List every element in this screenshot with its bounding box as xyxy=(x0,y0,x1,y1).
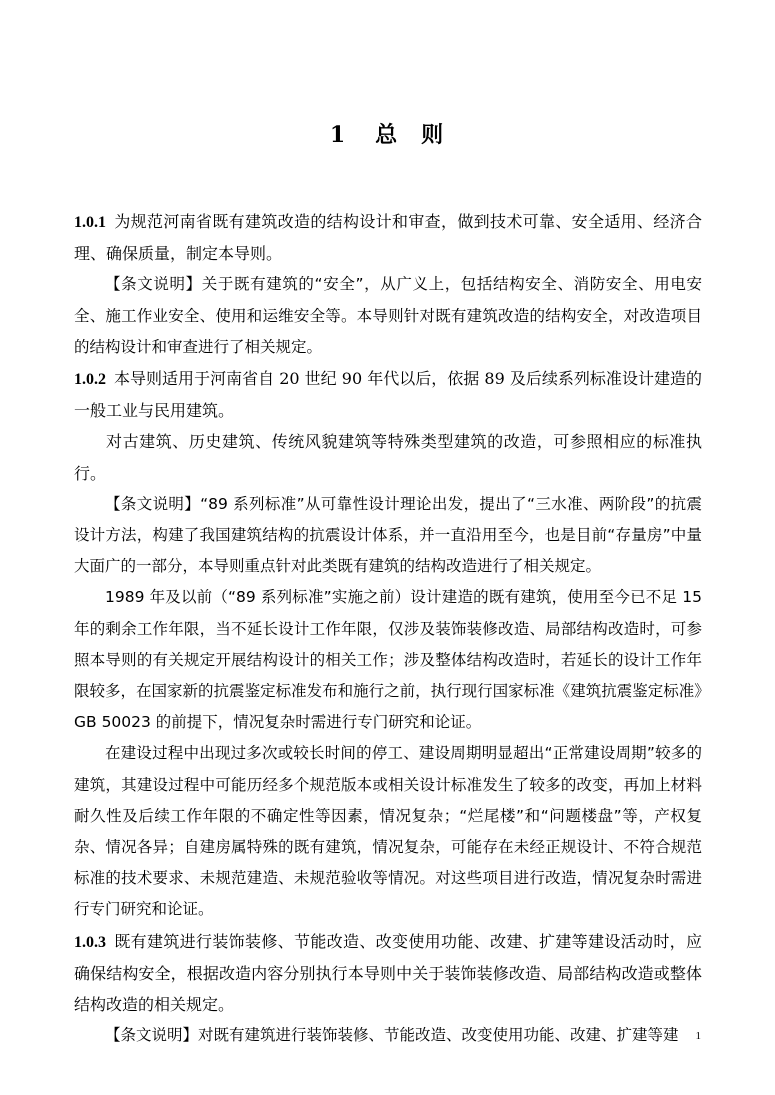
note-paragraph: 在建设过程中出现过多次或较长时间的停工、建设周期明显超出“正常建设周期”较多的建筑，其建设过程中可能历经多个规范版本或相关设计标准发生了较多的改变，再加上材料耐久性及后续工作年限的不确定性等因素，情况复杂；“烂尾楼”和“问题楼盘”等，产权复杂、情况各异；自建房属特殊的既有建筑，情况复杂，可能存在未经正规设计、不符合规范标准的技术要求、未规范建造、未规范验收等情况。对这些项目进行改造，情况复杂时需进行专门研究和论证。 xyxy=(74,744,702,919)
clause-paragraph xyxy=(74,206,702,269)
clause-number: 1.0.2 xyxy=(74,371,106,389)
clause-text: 本导则适用于河南省自 20 世纪 90 年代以后，依据 89 及后续系列标准设计建造的一般工业与民用建筑。 xyxy=(74,369,702,421)
clause-paragraph xyxy=(74,926,702,1021)
chapter-number: 1 xyxy=(329,122,348,148)
plain-paragraph: 对古建筑、历史建筑、传统风貌建筑等特殊类型建筑的改造，可参照相应的标准执行。 xyxy=(74,432,702,483)
chapter-title xyxy=(0,118,775,149)
clause-number: 1.0.3 xyxy=(74,933,106,951)
note-paragraph: 【条文说明】“89 系列标准”从可靠性设计理论出发，提出了“三水准、两阶段”的抗震设计方法，构建了我国建筑结构的抗震设计体系，并一直沿用至今，也是目前“存量房”中量大面广的一部分，本导则重点针对此类既有建筑的结构改造进行了相关规定。 xyxy=(74,494,702,576)
chapter-title-part1: 总 xyxy=(375,122,400,148)
body-text xyxy=(74,206,702,1051)
clause-number: 1.0.1 xyxy=(74,214,106,231)
clause-text: 既有建筑进行装饰装修、节能改造、改变使用功能、改建、扩建等建设活动时，应确保结构安全，根据改造内容分别执行本导则中关于装饰装修改造、局部结构改造或整体结构改造的相关规定。 xyxy=(74,931,702,1015)
note-paragraph: 【条文说明】对既有建筑进行装饰装修、节能改造、改变使用功能、改建、扩建等建 xyxy=(105,1026,679,1045)
note-paragraph: 1989 年及以前（“89 系列标准”实施之前）设计建造的既有建筑，使用至今已不足 15 年的剩余工作年限，当不延长设计工作年限，仅涉及装饰装修改造、局部结构改造时，可参照本导则的有关规定开展结构设计的相关工作；涉及整体结构改造时，若延长的设计工作年限较多，在国家新的抗震鉴定标准发布和施行之前，执行现行国家标准《建筑抗震鉴定标准》GB 50023 的前提下，情况复杂时需进行专门研究和论证。 xyxy=(74,588,702,732)
clause-paragraph xyxy=(74,363,702,426)
chapter-title-part2: 则 xyxy=(421,122,446,148)
note-paragraph: 【条文说明】关于既有建筑的“安全”，从广义上，包括结构安全、消防安全、用电安全、施工作业安全、使用和运维安全等。本导则针对既有建筑改造的结构安全，对改造项目的结构设计和审查进行了相关规定。 xyxy=(74,275,702,356)
clause-text: 为规范河南省既有建筑改造的结构设计和审查，做到技术可靠、安全适用、经济合理、确保质量，制定本导则。 xyxy=(74,212,702,264)
page-number: 1 xyxy=(695,1030,701,1042)
